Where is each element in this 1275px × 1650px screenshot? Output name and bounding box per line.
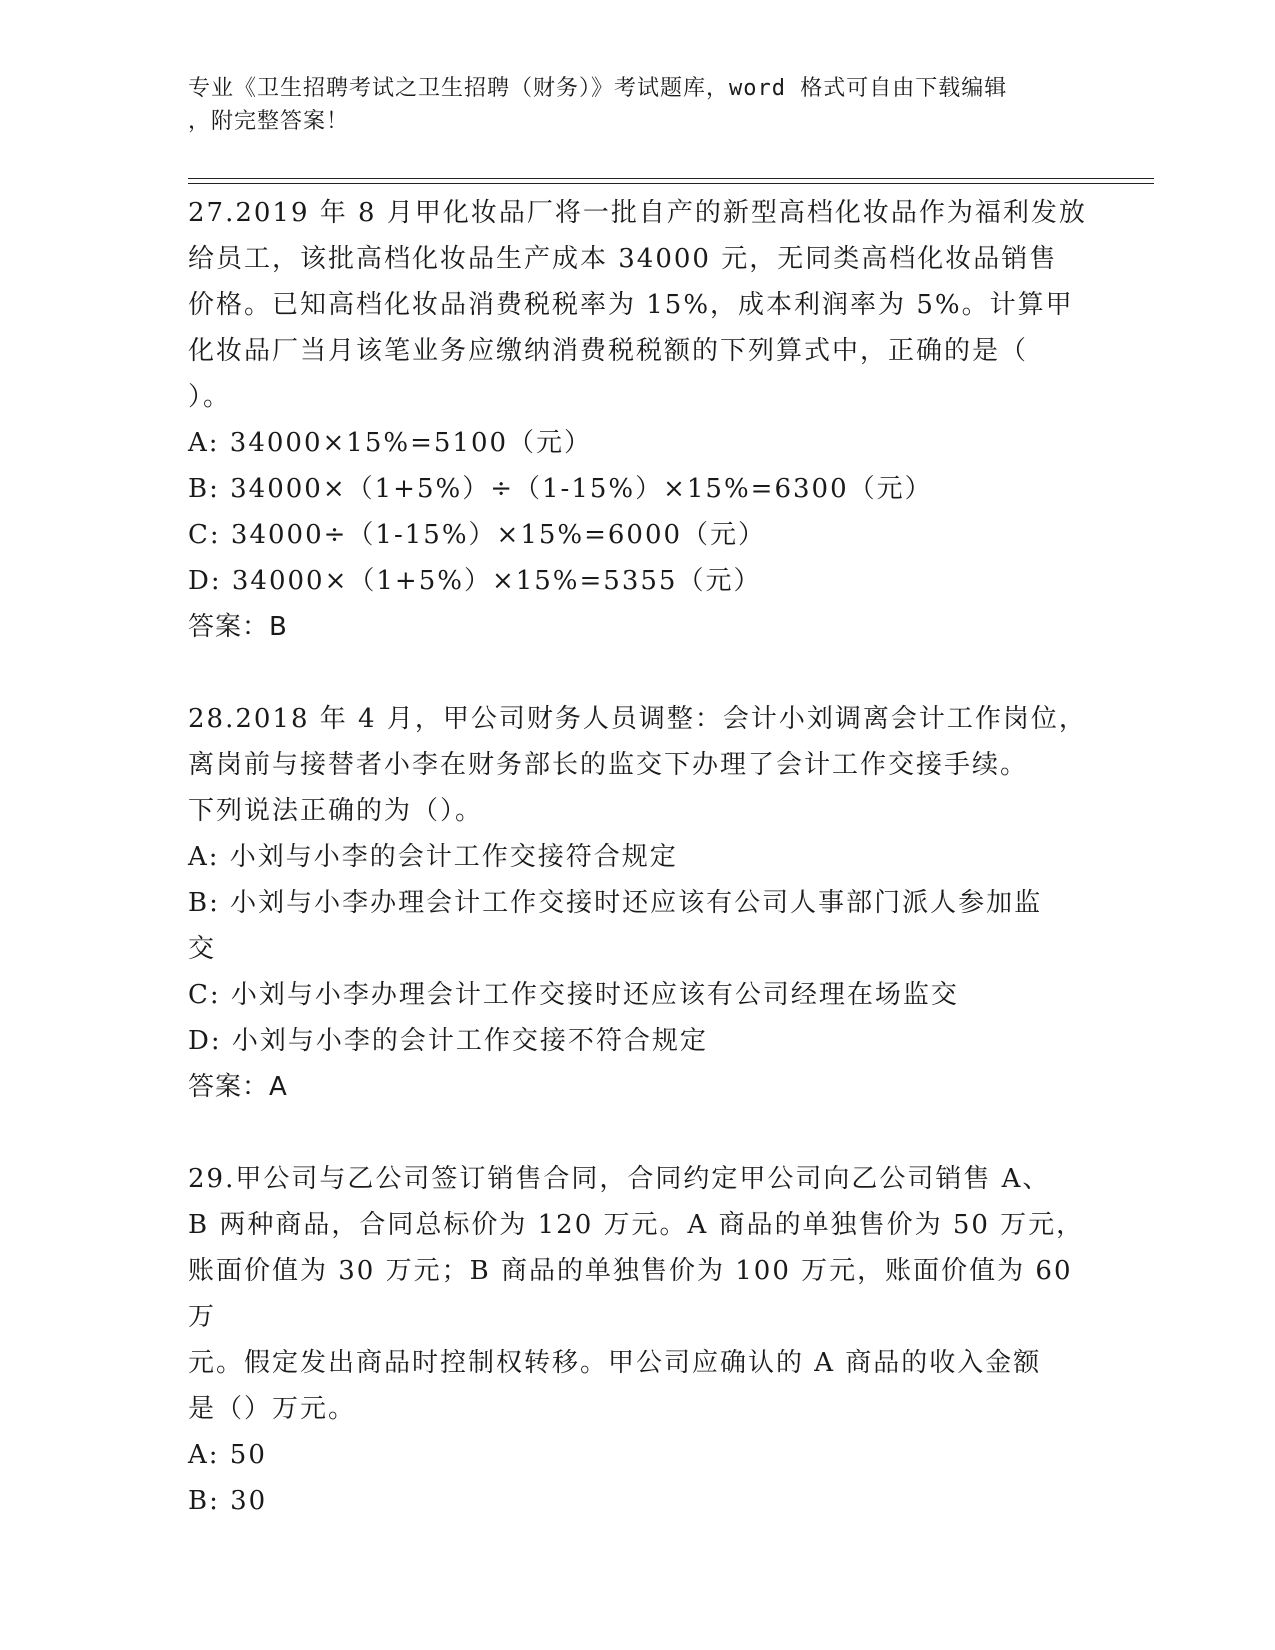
- question-text-line: 是（）万元。: [188, 1394, 357, 1424]
- question-text-line: 化妆品厂当月该笔业务应缴纳消费税税额的下列算式中，正确的是（: [188, 336, 1029, 366]
- header-divider-bottom: [188, 183, 1154, 184]
- question-text-line: 29.甲公司与乙公司签订销售合同，合同约定甲公司向乙公司销售 A、: [188, 1164, 1051, 1194]
- question-text-line: B 两种商品，合同总标价为 120 万元。A 商品的单独售价为 50 万元，: [188, 1210, 1085, 1240]
- header-line-2: ，附完整答案！: [188, 109, 350, 134]
- option-b-continued: 交: [188, 934, 217, 964]
- question-text-line: ）。: [188, 382, 232, 412]
- answer-label: 答案：A: [188, 1072, 288, 1102]
- document-header: [188, 72, 1068, 138]
- option-d: D: 34000×（1+5%）×15%=5355（元）: [188, 566, 762, 596]
- question-text-line: 下列说法正确的为（）。: [188, 796, 484, 826]
- header-line-1: 专业《卫生招聘考试之卫生招聘（财务）》考试题库，word 格式可自由下载编辑: [188, 76, 1008, 101]
- option-d: D: 小刘与小李的会计工作交接不符合规定: [188, 1026, 708, 1056]
- option-b: B: 30: [188, 1486, 268, 1516]
- option-b: B: 小刘与小李办理会计工作交接时还应该有公司人事部门派人参加监: [188, 888, 1043, 918]
- option-a: A: 34000×15%=5100（元）: [188, 428, 593, 458]
- question-28: [188, 696, 1088, 1110]
- option-b: B: 34000×（1+5%）÷（1-15%）×15%=6300（元）: [188, 474, 933, 504]
- question-27: [188, 190, 1088, 650]
- option-c: C: 小刘与小李办理会计工作交接时还应该有公司经理在场监交: [188, 980, 959, 1010]
- question-text-line: 账面价值为 30 万元；B 商品的单独售价为 100 万元，账面价值为 60 万: [188, 1256, 1073, 1332]
- option-a: A: 50: [188, 1440, 267, 1470]
- spacer: [188, 1110, 1088, 1156]
- question-list: [188, 190, 1088, 1524]
- spacer: [188, 650, 1088, 696]
- option-a: A: 小刘与小李的会计工作交接符合规定: [188, 842, 678, 872]
- question-text-line: 离岗前与接替者小李在财务部长的监交下办理了会计工作交接手续。: [188, 750, 1029, 780]
- question-text-line: 28.2018 年 4 月，甲公司财务人员调整：会计小刘调离会计工作岗位，: [188, 704, 1087, 734]
- option-c: C: 34000÷（1-15%）×15%=6000（元）: [188, 520, 767, 550]
- question-29: [188, 1156, 1088, 1524]
- question-text-line: 价格。已知高档化妆品消费税税率为 15%，成本利润率为 5%。计算甲: [188, 290, 1074, 320]
- question-text-line: 元。假定发出商品时控制权转移。甲公司应确认的 A 商品的收入金额: [188, 1348, 1042, 1378]
- header-divider-top: [188, 178, 1154, 179]
- question-text-line: 给员工，该批高档化妆品生产成本 34000 元，无同类高档化妆品销售: [188, 244, 1058, 274]
- answer-label: 答案：B: [188, 612, 288, 642]
- question-text-line: 27.2019 年 8 月甲化妆品厂将一批自产的新型高档化妆品作为福利发放: [188, 198, 1087, 228]
